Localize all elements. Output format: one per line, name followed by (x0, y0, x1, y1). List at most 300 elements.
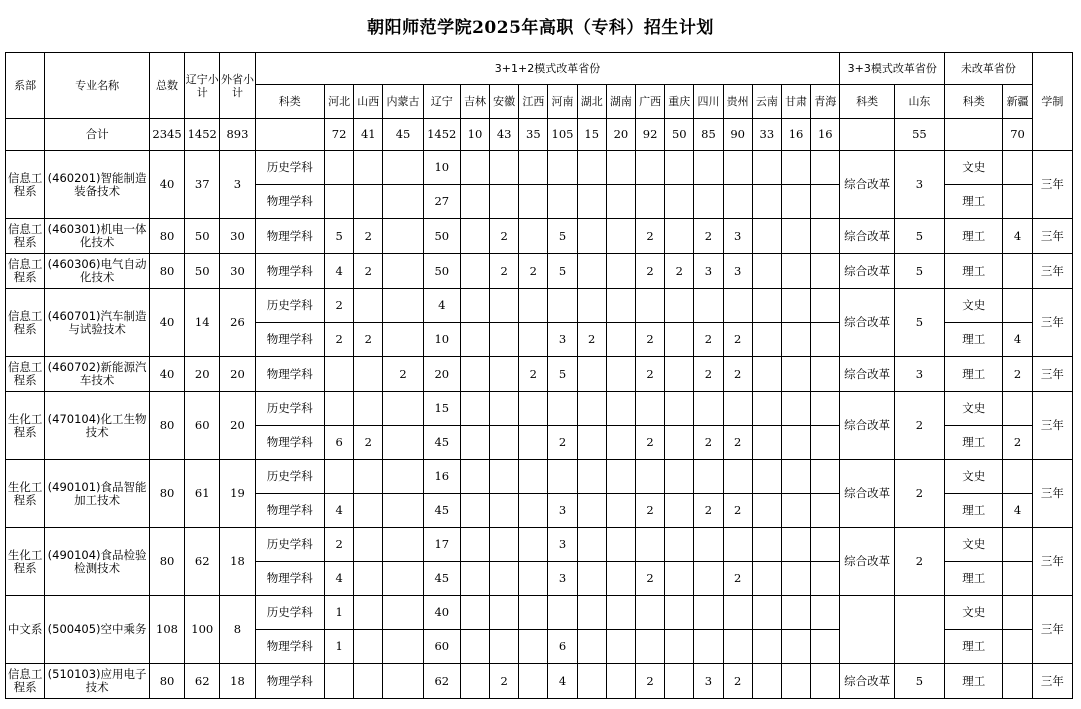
province-quota-cell (781, 562, 810, 596)
province-quota-cell (752, 664, 781, 699)
province-quota-cell (519, 630, 548, 664)
province-quota-cell (665, 151, 694, 185)
header-group-unreformed: 未改革省份 (945, 53, 1033, 85)
dept-cell: 信息工程系 (6, 289, 45, 357)
major-name-cell: (460306)电气自动化技术 (45, 254, 150, 289)
province-quota-cell (577, 426, 606, 460)
province-quota-cell: 2 (325, 323, 354, 357)
province-quota-cell: 50 (423, 219, 460, 254)
xinjiang-quota-cell (1003, 185, 1032, 219)
province-quota-cell: 40 (423, 596, 460, 630)
province-quota-cell (354, 630, 383, 664)
major-total-cell: 80 (149, 664, 184, 699)
outprov-subtotal-cell: 20 (220, 357, 255, 392)
outprov-subtotal-cell: 26 (220, 289, 255, 357)
dept-cell: 中文系 (6, 596, 45, 664)
table-row (6, 596, 1073, 630)
province-quota-cell: 2 (723, 426, 752, 460)
province-quota-cell: 2 (723, 323, 752, 357)
province-quota-cell (325, 664, 354, 699)
province-quota-cell (354, 562, 383, 596)
province-quota-cell (577, 562, 606, 596)
province-quota-cell: 2 (519, 357, 548, 392)
unreformed-subject-cell: 理工 (945, 494, 1003, 528)
province-quota-cell (519, 289, 548, 323)
subject-cell: 物理学科 (255, 323, 324, 357)
shandong-subject-cell: 综合改革 (840, 460, 894, 528)
province-quota-cell (383, 219, 423, 254)
shandong-subject-cell (840, 596, 894, 664)
subject-cell: 物理学科 (255, 664, 324, 699)
subject-cell: 历史学科 (255, 392, 324, 426)
shandong-subject-cell: 综合改革 (840, 219, 894, 254)
table-row (6, 392, 1073, 426)
totals-province: 72 (325, 119, 354, 151)
province-quota-cell (811, 426, 840, 460)
header-subject-33: 科类 (840, 85, 894, 119)
shandong-quota-cell: 2 (894, 528, 944, 596)
totals-province: 41 (354, 119, 383, 151)
subject-cell: 历史学科 (255, 528, 324, 562)
province-quota-cell (665, 392, 694, 426)
province-quota-cell (519, 219, 548, 254)
province-quota-cell (354, 357, 383, 392)
unreformed-subject-cell: 文史 (945, 460, 1003, 494)
province-quota-cell (723, 392, 752, 426)
unreformed-subject-cell: 理工 (945, 323, 1003, 357)
unreformed-subject-cell: 文史 (945, 528, 1003, 562)
province-quota-cell: 3 (694, 254, 723, 289)
province-quota-cell: 4 (423, 289, 460, 323)
duration-cell: 三年 (1032, 596, 1072, 664)
province-quota-cell (383, 151, 423, 185)
province-quota-cell (665, 528, 694, 562)
province-quota-cell: 5 (325, 219, 354, 254)
shandong-quota-cell: 5 (894, 219, 944, 254)
header-province: 内蒙古 (383, 85, 423, 119)
duration-cell: 三年 (1032, 219, 1072, 254)
province-quota-cell (383, 528, 423, 562)
province-quota-cell: 16 (423, 460, 460, 494)
province-quota-cell (781, 664, 810, 699)
header-province: 新疆 (1003, 85, 1032, 119)
dept-cell: 信息工程系 (6, 664, 45, 699)
shandong-subject-cell: 综合改革 (840, 254, 894, 289)
province-quota-cell: 50 (423, 254, 460, 289)
province-quota-cell (811, 494, 840, 528)
header-province: 江西 (519, 85, 548, 119)
duration-cell: 三年 (1032, 528, 1072, 596)
province-quota-cell (723, 460, 752, 494)
province-quota-cell: 5 (548, 254, 577, 289)
major-name-cell: (500405)空中乘务 (45, 596, 150, 664)
xinjiang-quota-cell: 2 (1003, 357, 1032, 392)
totals-label: 合计 (45, 119, 150, 151)
province-quota-cell: 20 (423, 357, 460, 392)
table-row (6, 357, 1073, 392)
province-quota-cell: 3 (548, 562, 577, 596)
province-quota-cell (519, 323, 548, 357)
province-quota-cell (811, 357, 840, 392)
province-quota-cell (752, 562, 781, 596)
major-name-cell: (510103)应用电子技术 (45, 664, 150, 699)
duration-cell: 三年 (1032, 151, 1072, 219)
province-quota-cell: 5 (548, 219, 577, 254)
xinjiang-quota-cell (1003, 630, 1032, 664)
shandong-quota-cell (894, 596, 944, 664)
province-quota-cell (665, 494, 694, 528)
header-province: 湖北 (577, 85, 606, 119)
province-quota-cell: 2 (636, 219, 665, 254)
province-quota-cell: 2 (383, 357, 423, 392)
header-liaoning-subtotal: 辽宁小计 (185, 53, 220, 119)
province-quota-cell (460, 254, 489, 289)
subject-cell: 历史学科 (255, 460, 324, 494)
province-quota-cell (354, 460, 383, 494)
province-quota-cell: 5 (548, 357, 577, 392)
province-quota-cell (354, 289, 383, 323)
province-quota-cell (490, 460, 519, 494)
province-quota-cell (781, 494, 810, 528)
province-quota-cell (548, 392, 577, 426)
subject-cell: 物理学科 (255, 494, 324, 528)
header-province: 湖南 (606, 85, 635, 119)
major-total-cell: 80 (149, 254, 184, 289)
duration-cell: 三年 (1032, 392, 1072, 460)
province-quota-cell (636, 289, 665, 323)
province-quota-cell: 2 (694, 323, 723, 357)
unreformed-subject-cell: 文史 (945, 596, 1003, 630)
header-province: 安徽 (490, 85, 519, 119)
liaoning-subtotal-cell: 14 (185, 289, 220, 357)
province-quota-cell (636, 151, 665, 185)
province-quota-cell (460, 630, 489, 664)
major-name-cell: (460702)新能源汽车技术 (45, 357, 150, 392)
shandong-quota-cell: 3 (894, 357, 944, 392)
province-quota-cell (354, 185, 383, 219)
province-quota-cell (354, 664, 383, 699)
province-quota-cell: 2 (325, 528, 354, 562)
province-quota-cell: 2 (636, 562, 665, 596)
xinjiang-quota-cell (1003, 460, 1032, 494)
province-quota-cell: 2 (636, 664, 665, 699)
province-quota-cell (811, 460, 840, 494)
liaoning-subtotal-cell: 100 (185, 596, 220, 664)
province-quota-cell (723, 630, 752, 664)
province-quota-cell (781, 289, 810, 323)
province-quota-cell (694, 528, 723, 562)
major-total-cell: 40 (149, 357, 184, 392)
header-province: 河南 (548, 85, 577, 119)
liaoning-subtotal-cell: 60 (185, 392, 220, 460)
header-province: 河北 (325, 85, 354, 119)
table-row (6, 289, 1073, 323)
province-quota-cell (811, 596, 840, 630)
province-quota-cell (752, 323, 781, 357)
header-province: 青海 (811, 85, 840, 119)
major-name-cell: (460201)智能制造装备技术 (45, 151, 150, 219)
xinjiang-quota-cell (1003, 151, 1032, 185)
outprov-subtotal-cell: 18 (220, 528, 255, 596)
shandong-quota-cell: 5 (894, 289, 944, 357)
province-quota-cell: 2 (519, 254, 548, 289)
province-quota-cell (665, 219, 694, 254)
header-province: 辽宁 (423, 85, 460, 119)
subject-cell: 历史学科 (255, 596, 324, 630)
province-quota-cell (519, 426, 548, 460)
header-province: 吉林 (460, 85, 489, 119)
province-quota-cell (519, 151, 548, 185)
province-quota-cell (383, 392, 423, 426)
province-quota-cell: 2 (694, 494, 723, 528)
province-quota-cell (577, 528, 606, 562)
province-quota-cell (811, 254, 840, 289)
shandong-subject-cell: 综合改革 (840, 289, 894, 357)
header-group-312: 3+1+2模式改革省份 (255, 53, 840, 85)
province-quota-cell (577, 630, 606, 664)
province-quota-cell (665, 562, 694, 596)
province-quota-cell (519, 664, 548, 699)
unreformed-subject-cell: 文史 (945, 392, 1003, 426)
totals-shandong: 55 (894, 119, 944, 151)
province-quota-cell: 10 (423, 323, 460, 357)
province-quota-cell (665, 664, 694, 699)
province-quota-cell (665, 460, 694, 494)
liaoning-subtotal-cell: 50 (185, 219, 220, 254)
outprov-subtotal-cell: 8 (220, 596, 255, 664)
province-quota-cell (723, 289, 752, 323)
province-quota-cell (694, 630, 723, 664)
header-province: 重庆 (665, 85, 694, 119)
liaoning-subtotal-cell: 50 (185, 254, 220, 289)
province-quota-cell (354, 596, 383, 630)
province-quota-cell (519, 185, 548, 219)
province-quota-cell (490, 562, 519, 596)
province-quota-cell: 2 (636, 323, 665, 357)
xinjiang-quota-cell: 2 (1003, 426, 1032, 460)
major-name-cell: (460701)汽车制造与试验技术 (45, 289, 150, 357)
totals-subject (255, 119, 324, 151)
major-name-cell: (470104)化工生物技术 (45, 392, 150, 460)
unreformed-subject-cell: 文史 (945, 151, 1003, 185)
table-row (6, 664, 1073, 699)
province-quota-cell (577, 185, 606, 219)
xinjiang-quota-cell: 4 (1003, 219, 1032, 254)
province-quota-cell (490, 151, 519, 185)
outprov-subtotal-cell: 20 (220, 392, 255, 460)
outprov-subtotal-cell: 19 (220, 460, 255, 528)
totals-liaoning: 1452 (185, 119, 220, 151)
province-quota-cell (490, 323, 519, 357)
province-quota-cell (577, 460, 606, 494)
duration-cell: 三年 (1032, 254, 1072, 289)
province-quota-cell (460, 494, 489, 528)
header-total: 总数 (149, 53, 184, 119)
liaoning-subtotal-cell: 37 (185, 151, 220, 219)
province-quota-cell (752, 151, 781, 185)
province-quota-cell (811, 392, 840, 426)
province-quota-cell (723, 596, 752, 630)
province-quota-cell (811, 562, 840, 596)
xinjiang-quota-cell (1003, 664, 1032, 699)
shandong-quota-cell: 5 (894, 664, 944, 699)
province-quota-cell (694, 562, 723, 596)
province-quota-cell (577, 392, 606, 426)
province-quota-cell (383, 426, 423, 460)
province-quota-cell (636, 630, 665, 664)
unreformed-subject-cell: 理工 (945, 426, 1003, 460)
province-quota-cell: 4 (325, 254, 354, 289)
province-quota-cell (781, 357, 810, 392)
unreformed-subject-cell: 理工 (945, 254, 1003, 289)
unreformed-subject-cell: 理工 (945, 185, 1003, 219)
province-quota-cell (577, 596, 606, 630)
province-quota-cell: 17 (423, 528, 460, 562)
province-quota-cell (460, 357, 489, 392)
province-quota-cell (577, 219, 606, 254)
table-row (6, 219, 1073, 254)
shandong-quota-cell: 3 (894, 151, 944, 219)
province-quota-cell: 1 (325, 596, 354, 630)
subject-cell: 物理学科 (255, 630, 324, 664)
header-major: 专业名称 (45, 53, 150, 119)
province-quota-cell (665, 357, 694, 392)
province-quota-cell: 4 (548, 664, 577, 699)
subject-cell: 物理学科 (255, 219, 324, 254)
header-province: 山西 (354, 85, 383, 119)
outprov-subtotal-cell: 3 (220, 151, 255, 219)
totals-province: 15 (577, 119, 606, 151)
province-quota-cell (811, 630, 840, 664)
province-quota-cell (781, 323, 810, 357)
dept-cell: 信息工程系 (6, 151, 45, 219)
header-outprov-subtotal: 外省小计 (220, 53, 255, 119)
province-quota-cell (781, 426, 810, 460)
province-quota-cell (752, 254, 781, 289)
province-quota-cell (606, 494, 635, 528)
province-quota-cell: 2 (354, 219, 383, 254)
shandong-quota-cell: 5 (894, 254, 944, 289)
totals-province: 1452 (423, 119, 460, 151)
province-quota-cell (811, 528, 840, 562)
subject-cell: 历史学科 (255, 289, 324, 323)
province-quota-cell (354, 151, 383, 185)
province-quota-cell (460, 289, 489, 323)
dept-cell: 生化工程系 (6, 392, 45, 460)
province-quota-cell: 2 (665, 254, 694, 289)
province-quota-cell (354, 392, 383, 426)
province-quota-cell (383, 562, 423, 596)
province-quota-cell: 2 (490, 664, 519, 699)
province-quota-cell: 2 (490, 219, 519, 254)
totals-province: 92 (636, 119, 665, 151)
totals-subject-33 (840, 119, 894, 151)
province-quota-cell (577, 664, 606, 699)
major-total-cell: 40 (149, 151, 184, 219)
province-quota-cell (519, 460, 548, 494)
province-quota-cell (752, 596, 781, 630)
province-quota-cell: 2 (636, 357, 665, 392)
province-quota-cell (665, 596, 694, 630)
province-quota-cell (781, 392, 810, 426)
province-quota-cell (752, 289, 781, 323)
province-quota-cell (490, 596, 519, 630)
header-province: 甘肃 (781, 85, 810, 119)
totals-province: 43 (490, 119, 519, 151)
table-row (6, 460, 1073, 494)
shandong-subject-cell: 综合改革 (840, 664, 894, 699)
province-quota-cell (665, 289, 694, 323)
xinjiang-quota-cell (1003, 254, 1032, 289)
province-quota-cell (548, 596, 577, 630)
province-quota-cell (548, 151, 577, 185)
province-quota-cell (694, 596, 723, 630)
province-quota-cell (752, 219, 781, 254)
province-quota-cell: 3 (694, 664, 723, 699)
province-quota-cell (752, 630, 781, 664)
province-quota-cell (636, 528, 665, 562)
duration-cell: 三年 (1032, 664, 1072, 699)
province-quota-cell (606, 357, 635, 392)
subject-cell: 物理学科 (255, 185, 324, 219)
province-quota-cell (665, 323, 694, 357)
province-quota-cell (811, 219, 840, 254)
province-quota-cell: 2 (723, 664, 752, 699)
province-quota-cell (752, 357, 781, 392)
province-quota-cell (325, 392, 354, 426)
province-quota-cell (636, 185, 665, 219)
province-quota-cell (606, 151, 635, 185)
province-quota-cell: 62 (423, 664, 460, 699)
province-quota-cell (383, 185, 423, 219)
province-quota-cell (490, 426, 519, 460)
province-quota-cell (490, 494, 519, 528)
unreformed-subject-cell: 理工 (945, 664, 1003, 699)
province-quota-cell: 10 (423, 151, 460, 185)
province-quota-cell: 45 (423, 494, 460, 528)
province-quota-cell (519, 596, 548, 630)
major-name-cell: (490104)食品检验检测技术 (45, 528, 150, 596)
province-quota-cell: 6 (548, 630, 577, 664)
province-quota-cell (636, 460, 665, 494)
xinjiang-quota-cell (1003, 528, 1032, 562)
province-quota-cell (606, 664, 635, 699)
province-quota-cell (325, 151, 354, 185)
subject-cell: 物理学科 (255, 426, 324, 460)
province-quota-cell (383, 630, 423, 664)
major-total-cell: 80 (149, 460, 184, 528)
xinjiang-quota-cell: 4 (1003, 494, 1032, 528)
province-quota-cell (606, 596, 635, 630)
province-quota-cell (460, 460, 489, 494)
shandong-quota-cell: 2 (894, 392, 944, 460)
header-row-groups (6, 53, 1073, 85)
province-quota-cell (606, 630, 635, 664)
province-quota-cell (577, 254, 606, 289)
totals-province: 85 (694, 119, 723, 151)
province-quota-cell (811, 289, 840, 323)
shandong-subject-cell: 综合改革 (840, 357, 894, 392)
province-quota-cell (606, 219, 635, 254)
province-quota-cell: 2 (723, 357, 752, 392)
dept-cell: 生化工程系 (6, 528, 45, 596)
province-quota-cell (490, 185, 519, 219)
header-province: 广西 (636, 85, 665, 119)
header-dept: 系部 (6, 53, 45, 119)
province-quota-cell: 2 (694, 426, 723, 460)
province-quota-cell (811, 664, 840, 699)
totals-province: 16 (811, 119, 840, 151)
